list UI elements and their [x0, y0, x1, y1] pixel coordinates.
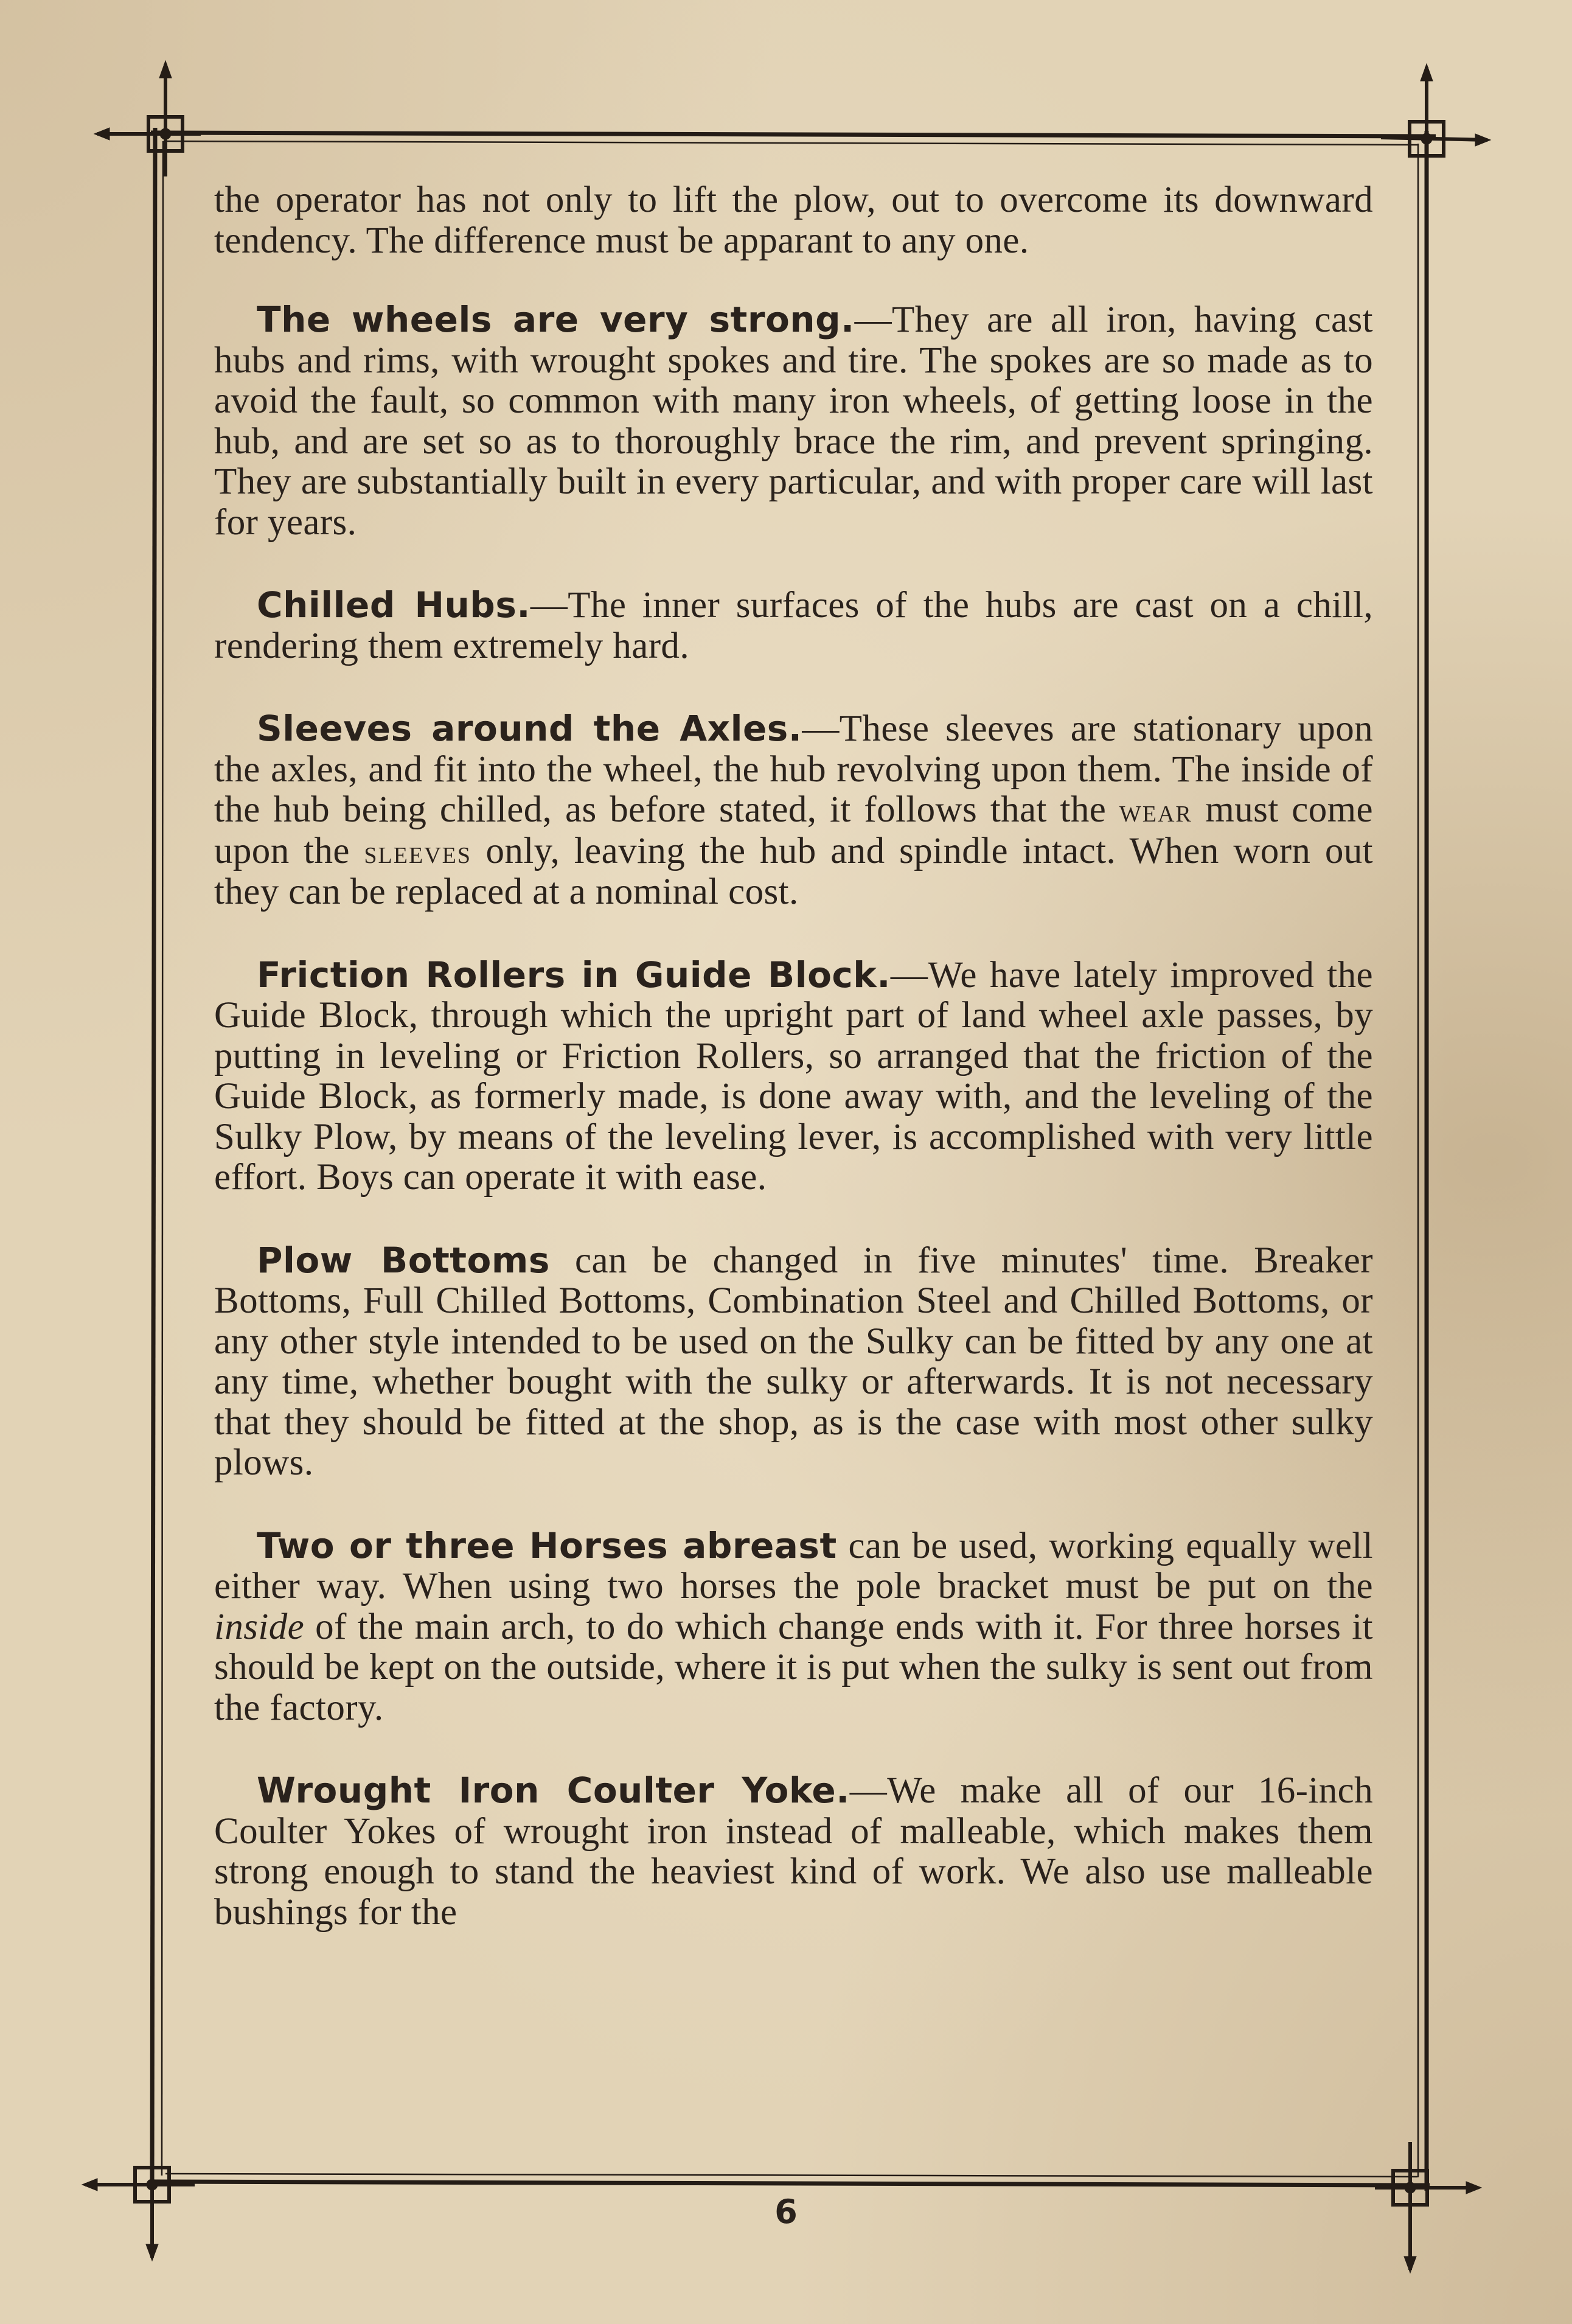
paragraph-plow-bottoms — [214, 1240, 1373, 1484]
paragraph-friction-rollers — [214, 955, 1373, 1198]
paragraph-text: the operator has not only to lift the plow, out to overcome its downward tendency. The difference must be apparant to any one. — [214, 180, 1373, 261]
paragraph-heading: Chilled Hubs. — [257, 584, 530, 626]
paragraph-text: —We have lately improved the Guide Block, through which the upright part of land wheel axle passes, by putting in leveling or Friction Rollers, so arranged that the friction of the Guide Block, as formerly made, is done away with, and the leveling of the Sulky Plow, by means of the leveling lever, is accomplished with very little effort. Boys can operate it with ease. — [214, 954, 1373, 1198]
italic-word: inside — [214, 1606, 305, 1647]
paragraph-text: —The inner surfaces of the hubs are cast on a chill, rendering them extremely hard. — [214, 585, 1373, 666]
paragraph-wheels — [214, 299, 1373, 543]
paragraph-text: —They are all iron, having cast hubs and rims, with wrought spokes and tire. The spokes are so made as to avoid the fault, so common with many iron wheels, of getting loose in the hub, and are set so as to thoroughly brace the rim, and prevent springing. They are substantially built in every particular, and with proper care will last for years. — [214, 299, 1373, 543]
corner-ornament-bottom-left — [82, 2142, 195, 2261]
paragraph-heading: Friction Rollers in Guide Block. — [257, 954, 891, 996]
paragraph-heading: Two or three Horses abreast — [257, 1524, 837, 1566]
paragraph-text: can be changed in five minutes' time. Breaker Bottoms, Full Chilled Bottoms, Combination Steel and Chilled Bottoms, or any other style intended to be used on the Sulky can be fitted by any one at any time, whether bought with the sulky or afterwards. It is not necessary that they should be fitted at the shop, as is the case with most other sulky plows. — [214, 1240, 1373, 1483]
corner-ornament-top-right — [1381, 64, 1490, 183]
corner-ornament-top-left — [94, 61, 201, 176]
paragraph-text: must come upon the — [214, 789, 1374, 871]
paragraph-heading: The wheels are very strong. — [257, 299, 855, 340]
paragraph-text: of the main arch, to do which change ends with it. For three horses it should be kept on the outside, where it is put when the sulky is sent out from the factory. — [214, 1606, 1373, 1728]
paragraph-coulter-yoke — [214, 1770, 1373, 1933]
page-number: 6 — [774, 2193, 798, 2231]
small-caps-word: sleeves — [364, 833, 471, 870]
paragraph-heading: Sleeves around the Axles. — [257, 708, 802, 749]
paragraph-horses — [214, 1526, 1373, 1729]
paragraph-text: —These sleeves are stationary upon the axles, and fit into the wheel, the hub revolving upon them. The inside of the hub being chilled, as before stated, it follows that the — [214, 708, 1373, 830]
body-text — [214, 180, 1373, 1975]
paragraph-sleeves — [214, 708, 1373, 913]
paragraph-heading: Wrought Iron Coulter Yoke. — [257, 1770, 850, 1811]
paragraph-text: only, leaving the hub and spindle intact. When worn out they can be replaced at a nominal cost. — [214, 830, 1374, 912]
small-caps-word: wear — [1119, 792, 1192, 829]
paragraph-heading: Plow Bottoms — [257, 1239, 550, 1281]
paragraph-text: can be used, working equally well either way. When using two horses the pole bracket must be put on the — [214, 1525, 1373, 1607]
paragraph-chilled-hubs — [214, 585, 1373, 666]
paragraph-text: —We make all of our 16-inch Coulter Yokes of wrought iron instead of malleable, which makes them strong enough to stand the heaviest kind of work. We also use malleable bushings for the — [214, 1770, 1373, 1933]
paragraph-continuation — [214, 180, 1373, 261]
